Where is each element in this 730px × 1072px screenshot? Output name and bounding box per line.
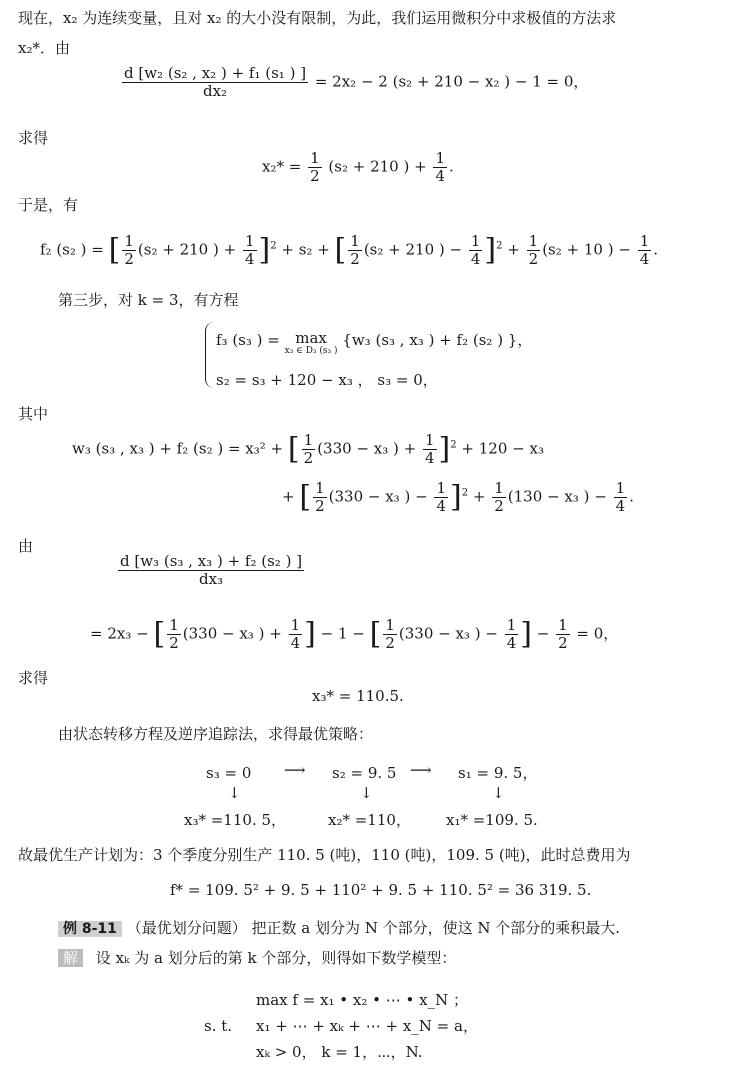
equation-x2-star (262, 150, 454, 185)
numerator: 1 (425, 431, 435, 449)
paragraph-line: 现在，x₂ 为连续变量，且对 x₂ 的大小没有限制，为此，我们运用微积分中求极值的方法求 (18, 9, 617, 27)
exponent: 2 (496, 240, 503, 252)
numerator: 1 (558, 616, 568, 634)
numerator: 1 (290, 616, 301, 634)
solution-line (58, 948, 456, 968)
right-bracket: ] (304, 616, 316, 652)
equation-term: + (507, 240, 520, 259)
equation-derivative-3 (116, 553, 306, 588)
denominator: 2 (169, 634, 179, 652)
exponent: 2 (450, 439, 457, 451)
equation-derivative-1 (120, 65, 588, 100)
exponent: 2 (270, 240, 277, 252)
arrow-right-icon: ⟶ (410, 761, 432, 779)
left-bracket: [ (108, 232, 121, 268)
equation-rhs: = 2x₂ − 2 (s₂ + 210 − x₂ ) − 1 = 0， (314, 72, 589, 91)
equation-lhs: w₃ (s₃ , x₃ ) + f₂ (s₂ ) = x₃² + (72, 439, 284, 458)
equation-term: (s₂ + 10 ) − (542, 240, 631, 259)
system-brace (205, 322, 214, 388)
equation-w3-line-1 (72, 432, 544, 467)
chain-s2: s₂ = 9. 5 (332, 764, 397, 782)
numerator: 1 (124, 232, 134, 250)
numerator: 1 (528, 232, 539, 250)
denominator: 4 (470, 250, 481, 268)
max-operator: max (295, 329, 327, 347)
numerator: 1 (310, 149, 320, 167)
numerator: 1 (639, 232, 650, 250)
equation-total-cost: f* = 109. 5² + 9. 5 + 110² + 9. 5 + 110. 5² = 36 319. 5. (170, 881, 592, 899)
equation-term: + (472, 487, 486, 506)
numerator: 1 (169, 616, 179, 634)
model-constraint-sum: x₁ + ⋯ + xₖ + ⋯ + x_N = a， (256, 1017, 478, 1035)
numerator: 1 (506, 616, 517, 634)
paragraph-line: x₂*．由 (18, 39, 70, 57)
chain-x1: x₁* =109. 5. (446, 811, 538, 829)
denominator: 2 (494, 497, 504, 515)
equation-f2: f₂ (s₂ ) = [ $\frac{1}{2}$ (s₂ + 210 ) + $\frac{1}{4}$ ]$^2$ + s₂ + [ $\frac{1}{2}$ (s₂ + 210 ) − $\frac{1}{4}$ ]$^2$ + $\frac{1}{2}$ (s₂ + 10 ) − $\frac{1}{4}$ . (40, 232, 659, 268)
numerator: 1 (303, 431, 314, 449)
denominator: 2 (558, 634, 568, 652)
denominator: 4 (615, 497, 626, 515)
fraction-denominator: dx₂ (202, 82, 228, 100)
denominator: 2 (385, 634, 395, 652)
fraction-numerator: d [w₂ (s₂ , x₂ ) + f₁ (s₁ ) ] (124, 64, 307, 82)
numerator: 1 (494, 479, 504, 497)
model-objective: max f = x₁ • x₂ • ⋯ • x_N ； (256, 991, 468, 1009)
example-tag: 例 8-11 (58, 921, 122, 937)
arrow-down-icon: ↓ (492, 784, 505, 802)
equation-term: (330 − x₃ ) − (328, 487, 428, 506)
label-qiude: 求得 (18, 669, 49, 687)
chain-x3: x₃* =110. 5， (184, 811, 287, 829)
denominator: 2 (124, 250, 134, 268)
right-bracket: ] (258, 232, 271, 268)
fraction-denominator: dx₃ (198, 570, 224, 588)
equation-term: − 1 − (320, 624, 365, 643)
label-you: 由 (18, 537, 34, 555)
left-bracket: [ (153, 616, 166, 652)
denominator: 2 (303, 449, 314, 467)
equation-term: (s₂ + 210 ) + (328, 157, 427, 176)
equation-term: (330 − x₃ ) + (182, 624, 282, 643)
label-yushi: 于是，有 (18, 196, 79, 214)
equation-term: (330 − x₃ ) + (317, 439, 417, 458)
equation-term: = 0， (576, 624, 619, 643)
equation-term: (s₂ + 210 ) + (137, 240, 237, 259)
equation-x3-star: x₃* = 110.5. (312, 687, 404, 705)
label-qizhong: 其中 (18, 405, 49, 423)
right-bracket: ] (520, 616, 532, 652)
right-bracket: ] (449, 479, 462, 515)
equation-term: + 120 − x₃ (461, 439, 544, 458)
numerator: 1 (315, 479, 325, 497)
chain-s1: s₁ = 9. 5， (458, 764, 538, 782)
equation-w3-line-2: + [ $\frac{1}{2}$ (330 − x₃ ) − $\frac{1}{4}$ ]$^2$ + $\frac{1}{2}$ (130 − x₃ ) − $\frac{1}{4}$ . (282, 479, 634, 515)
period: . (449, 157, 454, 176)
equation-term: + (282, 487, 295, 506)
paragraph-plan: 故最优生产计划为：3 个季度分别生产 110. 5 (吨)，110 (吨)，109. 5 (吨)，此时总费用为 (18, 846, 631, 864)
equation-lhs: f₃ (s₃ ) = (216, 331, 280, 349)
chain-s3: s₃ = 0 (206, 764, 252, 782)
system-eq-2: s₂ = s₃ + 120 − x₃ ， s₃ = 0， (216, 371, 438, 389)
equation-derivative-expanded (90, 617, 618, 652)
fraction-numerator: d [w₃ (s₃ , x₃ ) + f₂ (s₂ ) ] (120, 552, 303, 570)
numerator: 1 (385, 616, 395, 634)
solution-tag: 解 (58, 949, 83, 967)
example-line (58, 918, 620, 939)
solution-text: 设 xₖ 为 a 划分后的第 k 个部分，则得如下数学模型： (95, 949, 457, 967)
equation-term: (330 − x₃ ) − (398, 624, 498, 643)
equation-term: − (536, 624, 550, 643)
left-bracket: [ (334, 232, 347, 268)
denominator: 2 (315, 497, 325, 515)
denominator: 2 (528, 250, 539, 268)
left-bracket: [ (299, 479, 312, 515)
numerator: 1 (350, 232, 360, 250)
denominator: 4 (506, 634, 517, 652)
equation-term: (s₂ + 210 ) − (363, 240, 463, 259)
right-bracket: ] (484, 232, 497, 268)
equation-term: = 2x₃ − (90, 624, 149, 643)
numerator: 1 (435, 149, 446, 167)
denominator: 2 (350, 250, 360, 268)
max-subscript: x₃ ∈ D₃ (s₃ ) (284, 346, 338, 356)
denominator: 4 (425, 449, 435, 467)
model-st-label: s. t. (204, 1017, 233, 1035)
equation-term: + s₂ + (281, 240, 330, 259)
left-bracket: [ (369, 616, 382, 652)
numerator: 1 (470, 232, 481, 250)
label-qiude: 求得 (18, 129, 49, 147)
equation-term: {w₃ (s₃ , x₃ ) + f₂ (s₂ ) }， (342, 331, 533, 349)
denominator: 4 (436, 497, 446, 515)
equation-lhs: f₂ (s₂ ) = (40, 240, 104, 259)
paragraph-step3: 第三步，对 k = 3，有方程 (58, 291, 239, 309)
numerator: 1 (436, 479, 446, 497)
denominator: 2 (310, 167, 320, 185)
arrow-down-icon: ↓ (360, 784, 373, 802)
denominator: 4 (290, 634, 301, 652)
exponent: 2 (461, 487, 469, 499)
denominator: 4 (639, 250, 650, 268)
denominator: 4 (244, 250, 255, 268)
arrow-down-icon: ↓ (228, 784, 241, 802)
chain-x2: x₂* =110， (328, 811, 411, 829)
left-bracket: [ (287, 431, 300, 467)
arrow-right-icon: ⟶ (284, 761, 306, 779)
equation-lhs: x₂* = (262, 157, 302, 176)
equation-term: (130 − x₃ ) − (507, 487, 607, 506)
paragraph-strategy: 由状态转移方程及逆序追踪法，求得最优策略： (58, 725, 374, 743)
system-eq-1 (216, 330, 532, 356)
example-text: （最优划分问题） 把正数 a 划分为 N 个部分，使这 N 个部分的乘积最大. (126, 919, 621, 937)
denominator: 4 (435, 167, 446, 185)
right-bracket: ] (438, 431, 451, 467)
numerator: 1 (615, 479, 626, 497)
numerator: 1 (244, 232, 255, 250)
model-constraint-positive: xₖ > 0， k = 1，⋯，N. (256, 1043, 423, 1061)
